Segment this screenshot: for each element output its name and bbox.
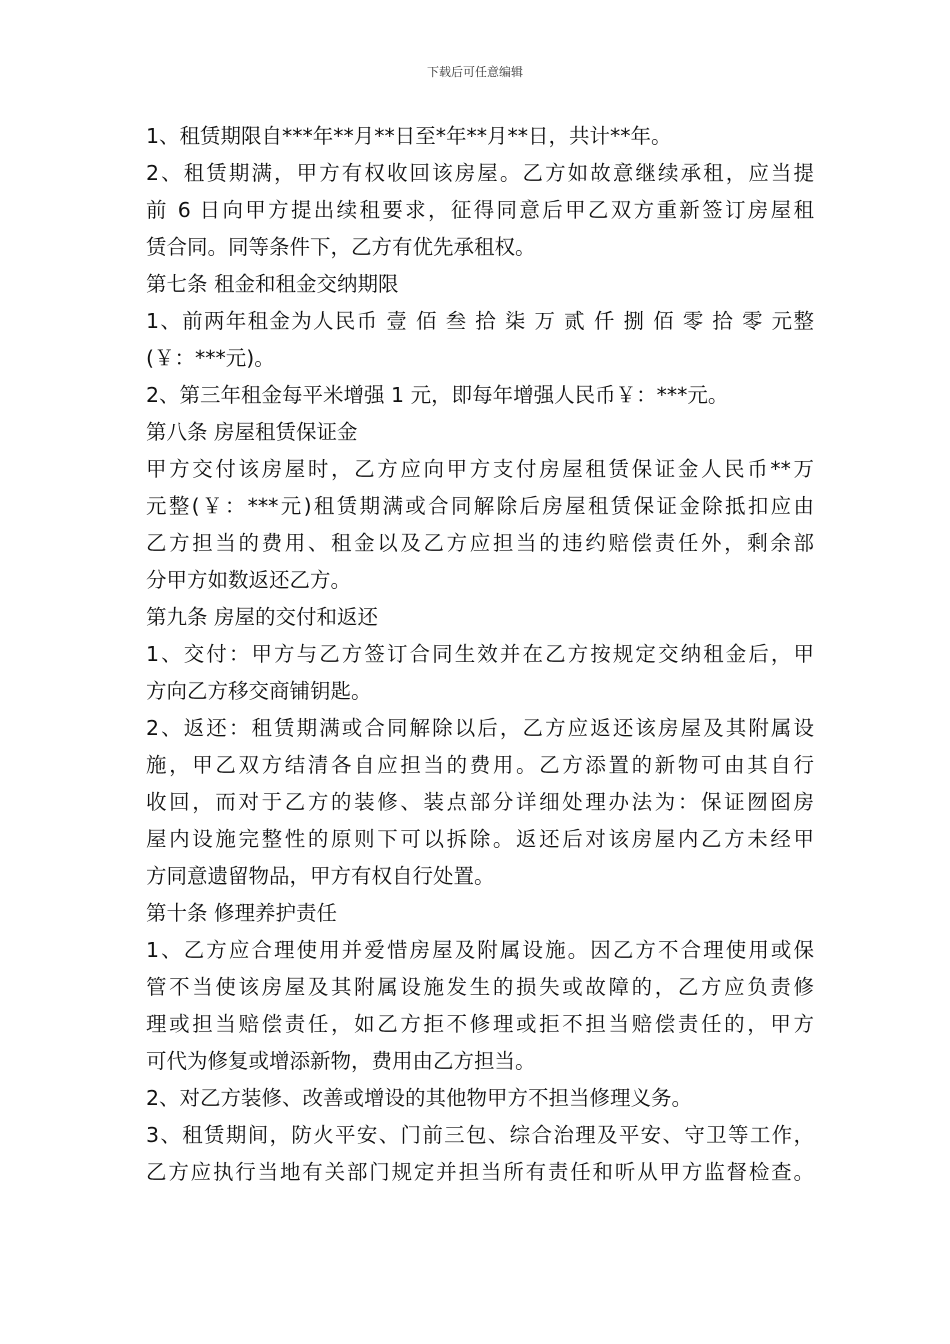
document-line: 方同意遗留物品，甲方有权自行处置。 <box>146 864 495 888</box>
document-line: 管不当使该房屋及其附属设施发生的损失或故障的，乙方应负责修 <box>146 975 814 999</box>
document-line: 1、前两年租金为人民币 壹 佰 叁 拾 柒 万 贰 仟 捌 佰 零 拾 零 元整 <box>146 309 814 333</box>
document-line: 赁合同。同等条件下，乙方有优先承租权。 <box>146 235 536 259</box>
document-line: 施，甲乙双方结清各自应担当的费用。乙方添置的新物可由其自行 <box>146 753 814 777</box>
document-line: 收回，而对于乙方的装修、装点部分详细处理办法为：保证囫囵房 <box>146 790 814 814</box>
document-line: 1、乙方应合理使用并爱惜房屋及附属设施。因乙方不合理使用或保 <box>146 938 814 962</box>
document-line: 第七条 租金和租金交纳期限 <box>146 272 399 296</box>
document-line: 可代为修复或增添新物，费用由乙方担当。 <box>146 1049 536 1073</box>
document-line: 方向乙方移交商铺钥匙。 <box>146 679 372 703</box>
document-line: 2、第三年租金每平米增强 1 元，即每年增强人民币￥：***元。 <box>146 383 729 407</box>
document-line: 第八条 房屋租赁保证金 <box>146 420 358 444</box>
document-line: 前 6 日向甲方提出续租要求，征得同意后甲乙双方重新签订房屋租 <box>146 198 814 222</box>
document-line: 屋内设施完整性的原则下可以拆除。返还后对该房屋内乙方未经甲 <box>146 827 814 851</box>
document-line: 乙方担当的费用、租金以及乙方应担当的违约赔偿责任外，剩余部 <box>146 531 814 555</box>
page-header: 下载后可任意编辑 <box>426 65 523 79</box>
document-line: 2、返还：租赁期满或合同解除以后，乙方应返还该房屋及其附属设 <box>146 716 814 740</box>
document-line: 甲方交付该房屋时，乙方应向甲方支付房屋租赁保证金人民币**万 <box>146 457 814 481</box>
document-line: 第九条 房屋的交付和返还 <box>146 605 379 629</box>
document-line: 2、租赁期满，甲方有权收回该房屋。乙方如故意继续承租，应当提 <box>146 161 814 185</box>
document-line: 元整(￥：***元)租赁期满或合同解除后房屋租赁保证金除抵扣应由 <box>146 494 814 518</box>
document-body <box>146 118 814 1191</box>
document-line: 第十条 修理养护责任 <box>146 901 338 925</box>
document-line: 乙方应执行当地有关部门规定并担当所有责任和听从甲方监督检查。 <box>146 1160 814 1184</box>
document-line: 1、租赁期限自***年**月**日至*年**月**日，共计**年。 <box>146 124 672 148</box>
document-line: 3、租赁期间，防火平安、门前三包、综合治理及平安、守卫等工作， <box>146 1123 814 1147</box>
document-line: 理或担当赔偿责任，如乙方拒不修理或拒不担当赔偿责任的，甲方 <box>146 1012 814 1036</box>
document-line: 分甲方如数返还乙方。 <box>146 568 351 592</box>
document-line: (￥：***元)。 <box>146 346 275 370</box>
document-line: 1、交付：甲方与乙方签订合同生效并在乙方按规定交纳租金后，甲 <box>146 642 814 666</box>
document-line: 2、对乙方装修、改善或增设的其他物甲方不担当修理义务。 <box>146 1086 693 1110</box>
